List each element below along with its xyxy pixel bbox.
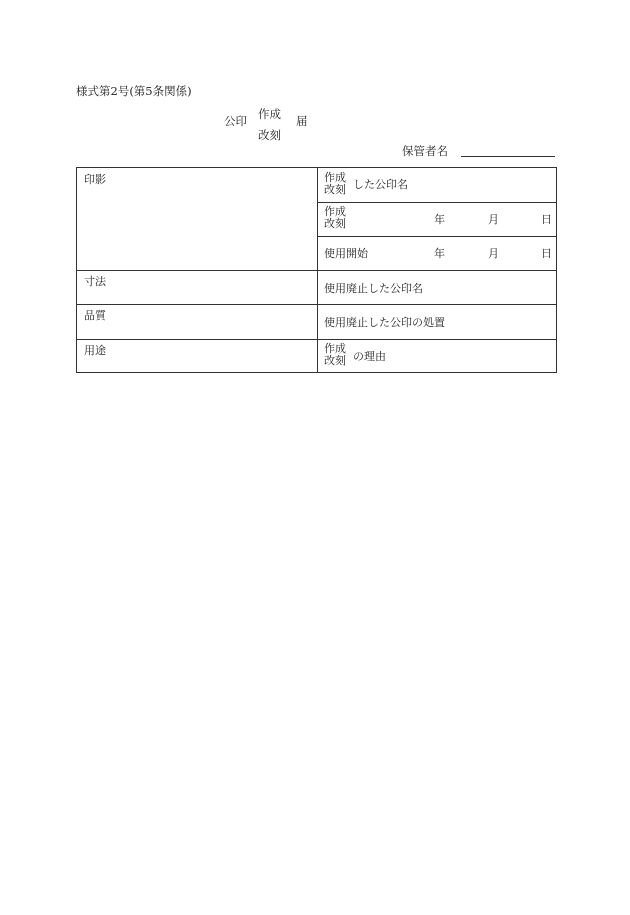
impression-label: 印影 (84, 173, 106, 186)
start-label: 使用開始 (324, 247, 368, 260)
keeper-label: 保管者名 (402, 144, 448, 158)
row-divider (317, 236, 556, 237)
form-number: 様式第2号(第5条関係) (76, 84, 192, 98)
year-label: 年 (434, 213, 445, 226)
quality-label: 品質 (84, 309, 106, 322)
row-divider (77, 270, 556, 271)
day-label: 日 (541, 213, 552, 226)
reason-suffix: の理由 (353, 350, 386, 363)
reason-option-recarve: 改刻 (324, 354, 346, 367)
date-option-recarve: 改刻 (324, 217, 346, 230)
month-label: 月 (488, 213, 499, 226)
title-suffix: 届 (296, 114, 308, 128)
month-label: 月 (488, 247, 499, 260)
row-divider (77, 304, 556, 305)
date-options (324, 206, 346, 230)
name-suffix: した公印名 (353, 178, 408, 191)
abolished-name-label: 使用廃止した公印名 (324, 282, 423, 295)
name-options (324, 172, 346, 196)
reason-options (324, 343, 346, 367)
reason-option-create: 作成 (324, 342, 346, 355)
abolished-disposal-label: 使用廃止した公印の処置 (324, 316, 445, 329)
name-option-recarve: 改刻 (324, 183, 346, 196)
keeper-name-field[interactable] (461, 156, 555, 157)
row-divider (317, 202, 556, 203)
size-label: 寸法 (84, 275, 106, 288)
row-divider (77, 339, 556, 340)
day-label: 日 (541, 247, 552, 260)
title-prefix: 公印 (224, 114, 247, 128)
title-options (258, 104, 281, 146)
year-label: 年 (434, 247, 445, 260)
use-label: 用途 (84, 344, 106, 357)
name-option-create: 作成 (324, 171, 346, 184)
title-option-create: 作成 (258, 107, 281, 121)
title-option-recarve: 改刻 (258, 128, 281, 142)
date-option-create: 作成 (324, 205, 346, 218)
application-table (76, 167, 557, 373)
